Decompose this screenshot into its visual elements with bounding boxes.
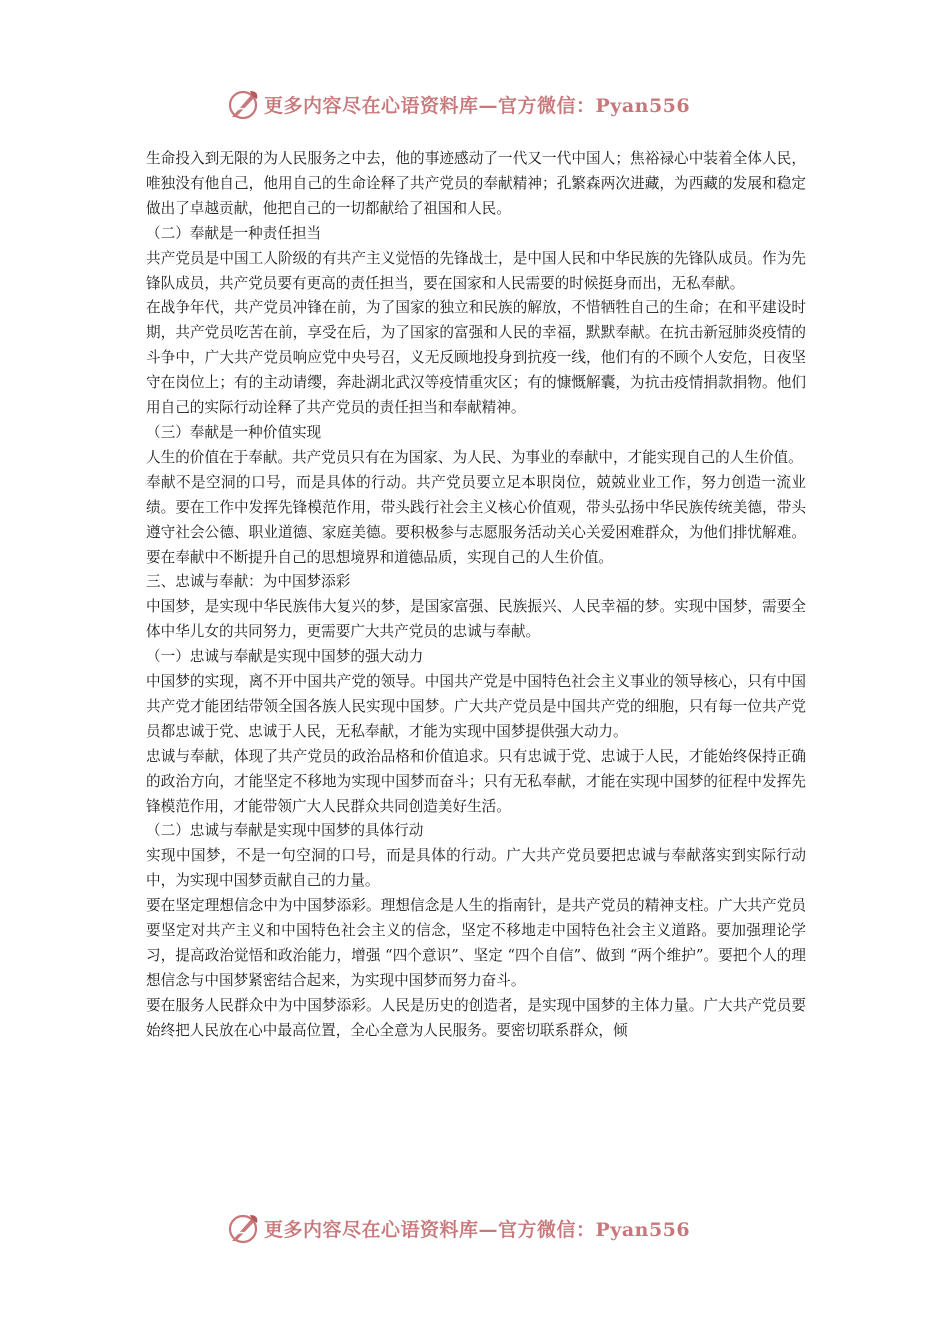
document-body <box>146 147 806 1044</box>
footer-banner <box>226 1210 726 1246</box>
banner-text: 更多内容尽在心语资料库—官方微信：Pyan556 <box>264 1218 691 1241</box>
paragraph: 要在坚定理想信念中为中国梦添彩。理想信念是人生的指南针，是共产党员的精神支柱。广大共产党员要坚定对共产主义和中国特色社会主义的信念，坚定不移地走中国特色社会主义道路。要加强理论学习，提高政治觉悟和政治能力，增强 “四个意识”、坚定 “四个自信”、做到 “两个维护”。要把个人的理想信念与中国梦紧密结合起来，为实现中国梦而努力奋斗。 <box>146 897 806 989</box>
paragraph: 中国梦的实现，离不开中国共产党的领导。中国共产党是中国特色社会主义事业的领导核心，只有中国共产党才能团结带领全国各族人民实现中国梦。广大共产党员是中国共产党的细胞，只有每一位共产党员都忠诚于党、忠诚于人民，无私奉献，才能为实现中国梦提供强大动力。 <box>146 673 806 740</box>
chapter-heading: 三、忠诚与奉献：为中国梦添彩 <box>146 573 351 591</box>
paragraph: 在战争年代，共产党员冲锋在前，为了国家的独立和民族的解放，不惜牺牲自己的生命；在和平建设时期，共产党员吃苦在前，享受在后，为了国家的富强和人民的幸福，默默奉献。在抗击新冠肺炎疫情的斗争中，广大共产党员响应党中央号召，义无反顾地投身到抗疫一线，他们有的不顾个人安危，日夜坚守在岗位上；有的主动请缨，奔赴湖北武汉等疫情重灾区；有的慷慨解囊，为抗击疫情捐款捐物。他们用自己的实际行动诠释了共产党员的责任担当和奉献精神。 <box>146 299 806 417</box>
header-banner <box>226 86 726 122</box>
paragraph: 共产党员是中国工人阶级的有共产主义觉悟的先锋战士，是中国人民和中华民族的先锋队成员。作为先锋队成员，共产党员要有更高的责任担当，要在国家和人民需要的时候挺身而出，无私奉献。 <box>146 249 806 292</box>
section-heading: （三）奉献是一种价值实现 <box>146 423 322 441</box>
paragraph: 实现中国梦，不是一句空洞的口号，而是具体的行动。广大共产党员要把忠诚与奉献落实到实际行动中，为实现中国梦贡献自己的力量。 <box>146 847 806 890</box>
paragraph: 人生的价值在于奉献。共产党员只有在为国家、为人民、为事业的奉献中，才能实现自己的人生价值。 <box>146 448 803 466</box>
paragraph: 要在服务人民群众中为中国梦添彩。人民是历史的创造者，是实现中国梦的主体力量。广大共产党员要始终把人民放在心中最高位置，全心全意为人民服务。要密切联系群众，倾 <box>146 996 806 1039</box>
banner-text: 更多内容尽在心语资料库—官方微信：Pyan556 <box>264 94 691 117</box>
section-heading: （二）忠诚与奉献是实现中国梦的具体行动 <box>146 822 424 840</box>
paragraph: 生命投入到无限的为人民服务之中去，他的事迹感动了一代又一代中国人；焦裕禄心中装着全体人民，唯独没有他自己，他用自己的生命诠释了共产党员的奉献精神；孔繁森两次进藏，为西藏的发展和稳定做出了卓越贡献，他把自己的一切都献给了祖国和人民。 <box>146 150 806 217</box>
paragraph: 中国梦，是实现中华民族伟大复兴的梦，是国家富强、民族振兴、人民幸福的梦。实现中国梦，需要全体中华儿女的共同努力，更需要广大共产党员的忠诚与奉献。 <box>146 598 806 641</box>
section-heading: （二）奉献是一种责任担当 <box>146 224 322 242</box>
quill-pen-logo-icon <box>226 87 260 121</box>
section-heading: （一）忠诚与奉献是实现中国梦的强大动力 <box>146 648 424 666</box>
paragraph: 忠诚与奉献，体现了共产党员的政治品格和价值追求。只有忠诚于党、忠诚于人民，才能始终保持正确的政治方向，才能坚定不移地为实现中国梦而奋斗；只有无私奉献，才能在实现中国梦的征程中发挥先锋模范作用，才能带领广大人民群众共同创造美好生活。 <box>146 747 806 815</box>
paragraph: 奉献不是空洞的口号，而是具体的行动。共产党员要立足本职岗位，兢兢业业工作，努力创造一流业绩。要在工作中发挥先锋模范作用，带头践行社会主义核心价值观，带头弘扬中华民族传统美德，带头遵守社会公德、职业道德、家庭美德。要积极参与志愿服务活动关心关爱困难群众，为他们排忧解难。要在奉献中不断提升自己的思想境界和道德品质，实现自己的人生价值。 <box>146 473 806 566</box>
quill-pen-logo-icon <box>226 1211 260 1245</box>
